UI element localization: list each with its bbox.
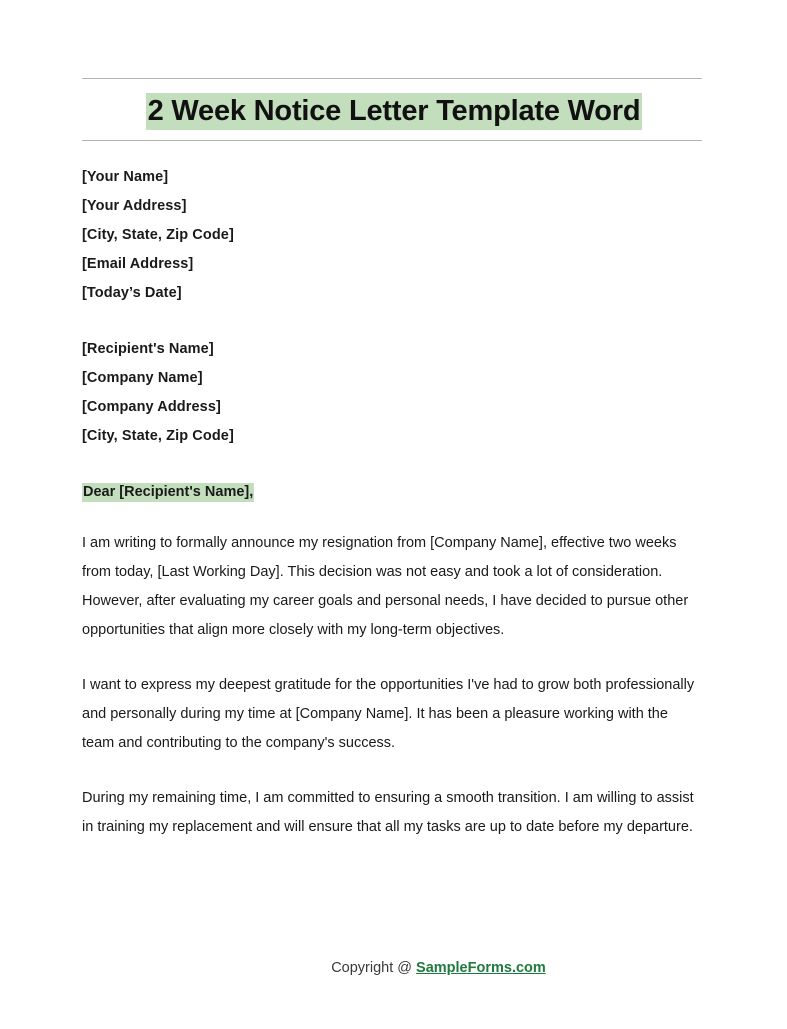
body-paragraph-3: During my remaining time, I am committed to ensuring a smooth transition. I am willing to assist in training my replacement and will ensure that all my tasks are up to date before my departure. — [82, 790, 694, 836]
recipient-field-company-address: [Company Address] — [82, 399, 221, 416]
sender-field-email: [Email Address] — [82, 256, 194, 273]
recipient-field-company: [Company Name] — [82, 370, 203, 387]
recipient-field-city-state-zip: [City, State, Zip Code] — [82, 428, 234, 445]
recipient-field-name: [Recipient's Name] — [82, 341, 214, 358]
footer-copyright-text: Copyright @ — [331, 960, 417, 976]
recipient-address-block — [82, 335, 706, 451]
page-title-text: 2 Week Notice Letter Template Word — [146, 93, 643, 130]
footer-brand-link[interactable]: SampleForms.com — [416, 960, 546, 976]
sender-field-date: [Today’s Date] — [82, 285, 182, 302]
title-divider-bottom — [82, 140, 702, 141]
footer — [0, 960, 787, 976]
page-title — [82, 79, 706, 132]
sender-field-address: [Your Address] — [82, 198, 187, 215]
salutation-line — [82, 481, 706, 503]
sender-address-block — [82, 163, 706, 308]
document-body — [82, 78, 706, 857]
salutation-text: Dear [Recipient's Name], — [83, 484, 254, 501]
sender-field-city-state-zip: [City, State, Zip Code] — [82, 227, 234, 244]
sender-field-name: [Your Name] — [82, 169, 169, 186]
body-paragraph-2: I want to express my deepest gratitude for the opportunities I've had to grow both professionally and personally during my time at [Company Name]. It has been a pleasure working with the team and contributing to the company's success. — [82, 677, 695, 752]
body-paragraph-1: I am writing to formally announce my resignation from [Company Name], effective two weeks from today, [Last Working Day]. This decision was not easy and took a lot of consideration. However, after evaluating my career goals and personal needs, I have decided to pursue other opportunities that align more closely with my long-term objectives. — [82, 535, 689, 639]
